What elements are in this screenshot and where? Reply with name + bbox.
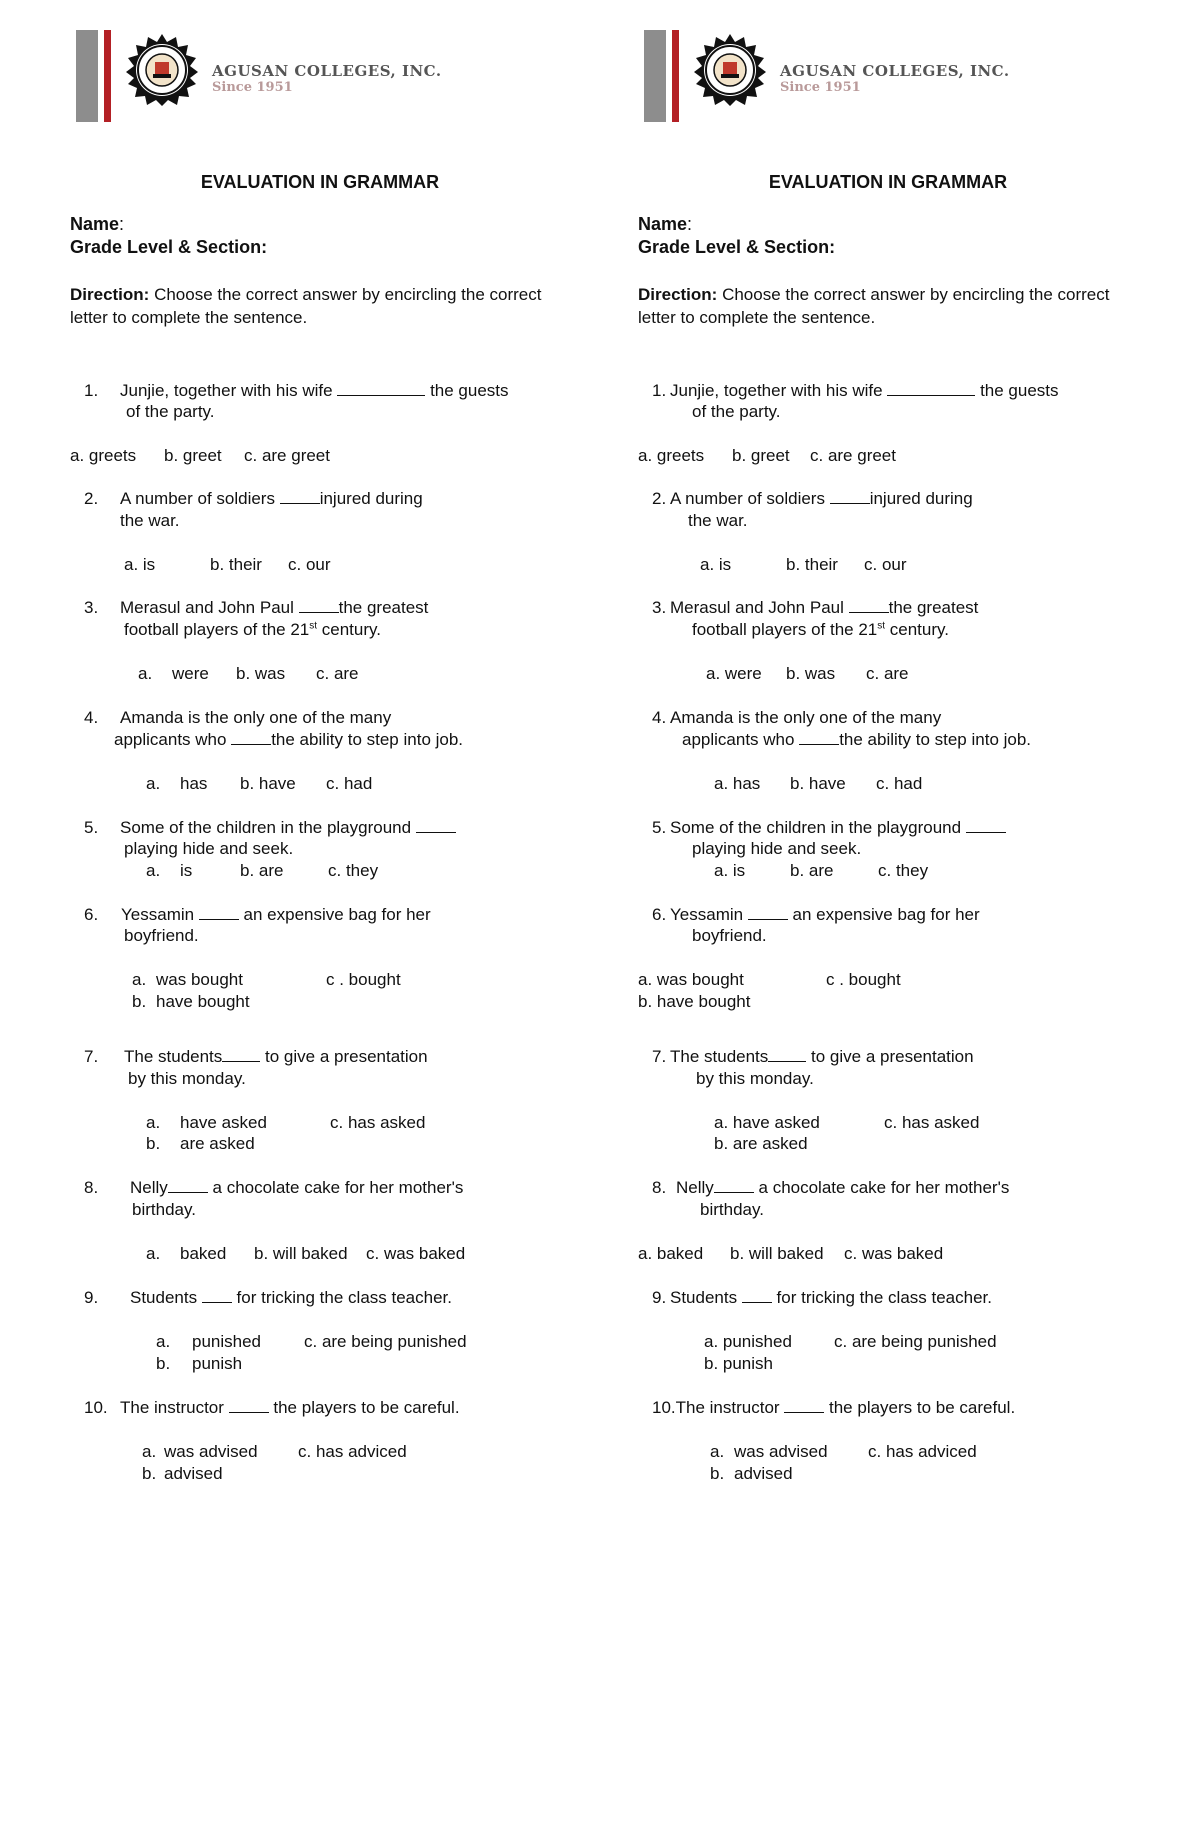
q7-option-b: b. are asked [714,1134,808,1153]
q9-option-a: a. punished [704,1332,792,1351]
q3-option-a: a. [138,664,153,683]
q3-text-line2: football players of the 21st century. [124,620,381,639]
college-seal-icon [126,34,198,106]
q9-option-c: c. are being punished [304,1332,467,1351]
college-logo [76,30,442,122]
q1-number: 1. [652,381,667,400]
college-name: AGUSAN COLLEGES, INC. [780,62,1010,80]
q4-text-line2: applicants who the ability to step into job. [682,730,1032,749]
q7-number: 7. [652,1047,667,1066]
q5-option-a: a. is [714,861,746,880]
q1-option-b: b. greet [732,446,790,465]
q2-option-c: c. our [864,555,907,574]
q1-text-line2: of the party. [692,402,781,421]
q10-option-c: c. has adviced [868,1442,977,1461]
q6-text-line2: boyfriend. [692,926,767,945]
q4-text: Amanda is the only one of the many [670,708,942,727]
q3-option-a-text: were [172,664,209,683]
q7-option-c: c. has asked [884,1113,980,1132]
q3-option-c: c. are [316,664,359,683]
q10-number: 10. [84,1398,108,1417]
q2-text: A number of soldiers injured during [670,489,973,508]
q4-text: Amanda is the only one of the many [120,708,392,727]
q3-text-line2: football players of the 21st century. [692,620,949,639]
q5-option-a-text: is [180,861,193,880]
q9-number: 9. [84,1288,99,1307]
q9-option-b-text: punish [192,1354,243,1373]
q2-number: 2. [84,489,99,508]
q1-text: Junjie, together with his wife the guests [670,381,1059,400]
grade-section-field: Grade Level & Section: [70,237,268,257]
q10-option-b: b. [710,1464,725,1483]
worksheet-right [638,0,1158,1835]
q3-text: Merasul and John Paul the greatest [670,598,979,617]
logo-red-bar [104,30,111,122]
q8-number: 8. [652,1178,667,1197]
q4-option-b: b. have [240,774,296,793]
q2-option-b: b. their [786,555,838,574]
q8-option-b: b. will baked [254,1244,348,1263]
worksheet-title: EVALUATION IN GRAMMAR [200,172,440,192]
q10-text: The instructor the players to be careful. [120,1398,460,1417]
q10-option-b: b. [142,1464,157,1483]
q9-option-a: a. [156,1332,171,1351]
q6-option-c: c . bought [326,970,401,989]
q5-number: 5. [652,818,667,837]
q9-option-c: c. are being punished [834,1332,997,1351]
q7-option-b: b. [146,1134,161,1153]
q4-option-a-text: has [180,774,208,793]
q8-option-a: a. baked [638,1244,704,1263]
q4-option-a: a. [146,774,161,793]
q3-option-a: a. were [706,664,762,683]
q1-option-c: c. are greet [244,446,330,465]
q8-text-line2: birthday. [132,1200,196,1219]
q4-option-c: c. had [876,774,923,793]
q6-number: 6. [84,905,99,924]
q1-option-a: a. greets [70,446,137,465]
q7-option-b-text: are asked [180,1134,255,1153]
q1-option-b: b. greet [164,446,222,465]
logo-gray-bar [76,30,98,122]
college-logo [644,30,1010,122]
q7-text-line2: by this monday. [696,1069,814,1088]
q3-option-b: b. was [786,664,836,683]
q3-option-c: c. are [866,664,909,683]
q1-text-line2: of the party. [126,402,215,421]
q8-option-a: a. [146,1244,161,1263]
worksheet-left [70,0,590,1835]
q4-number: 4. [652,708,667,727]
q8-option-b: b. will baked [730,1244,824,1263]
q9-option-b: b. punish [704,1354,773,1373]
q4-text-line2: applicants who the ability to step into job. [114,730,464,749]
q5-text-line2: playing hide and seek. [124,839,294,858]
q10-option-b-text: advised [164,1464,223,1483]
q7-option-c: c. has asked [330,1113,426,1132]
q8-option-c: c. was baked [844,1244,944,1263]
q6-text: Yessamin an expensive bag for her [670,905,980,924]
q5-option-c: c. they [328,861,379,880]
q6-option-a: a. [132,970,147,989]
q10-option-a: a. [142,1442,157,1461]
q6-text-line2: boyfriend. [124,926,199,945]
q2-text: A number of soldiers injured during [120,489,423,508]
q8-option-a-text: baked [180,1244,227,1263]
q3-text: Merasul and John Paul the greatest [120,598,429,617]
q10-text: 10.The instructor the players to be careful. [652,1398,1016,1417]
q6-option-a: a. was bought [638,970,744,989]
q2-text-line2: the war. [688,511,748,530]
q4-option-a: a. has [714,774,761,793]
q5-option-b: b. are [790,861,834,880]
q7-option-a: a. [146,1113,161,1132]
q10-option-a-text: was advised [164,1442,258,1461]
q9-number: 9. [652,1288,667,1307]
q3-number: 3. [652,598,667,617]
q1-option-a: a. greets [638,446,705,465]
q10-option-a: a. [710,1442,725,1461]
q2-option-a: a. is [124,555,156,574]
q4-number: 4. [84,708,99,727]
q5-text-line2: playing hide and seek. [692,839,862,858]
name-field: Name: [70,214,125,234]
q6-number: 6. [652,905,667,924]
q7-text: The students to give a presentation [124,1047,428,1066]
q10-option-a-text: was advised [734,1442,828,1461]
q3-number: 3. [84,598,99,617]
q5-number: 5. [84,818,99,837]
q6-option-b: b. have bought [638,992,751,1011]
q8-text: Nelly a chocolate cake for her mother's [130,1178,464,1197]
q9-text: Students for tricking the class teacher. [670,1288,992,1307]
q7-option-a-text: have asked [180,1113,267,1132]
q2-option-a: a. is [700,555,732,574]
q9-option-b: b. [156,1354,171,1373]
q6-option-b: b. [132,992,147,1011]
q10-option-b-text: advised [734,1464,793,1483]
q9-text: Students for tricking the class teacher. [130,1288,452,1307]
q7-option-a: a. have asked [714,1113,820,1132]
q5-option-a: a. [146,861,161,880]
q2-number: 2. [652,489,667,508]
college-since: Since 1951 [780,80,861,95]
worksheet-title: EVALUATION IN GRAMMAR [768,172,1008,192]
logo-red-bar [672,30,679,122]
q4-option-b: b. have [790,774,846,793]
q6-option-a-text: was bought [156,970,243,989]
q6-option-b-text: have bought [156,992,250,1011]
q2-text-line2: the war. [120,511,180,530]
grade-section-field: Grade Level & Section: [638,237,836,257]
q10-option-c: c. has adviced [298,1442,407,1461]
q8-number: 8. [84,1178,99,1197]
q7-text-line2: by this monday. [128,1069,246,1088]
q6-option-c: c . bought [826,970,901,989]
q7-text: The students to give a presentation [670,1047,974,1066]
q9-option-a-text: punished [192,1332,262,1351]
q4-option-c: c. had [326,774,373,793]
q6-text: Yessamin an expensive bag for her [121,905,431,924]
name-field: Name: [638,214,693,234]
q3-option-b: b. was [236,664,286,683]
q1-number: 1. [84,381,99,400]
direction-text: Direction: Choose the correct answer by encircling the correct letter to complete the sentence. [638,285,1110,327]
q8-text: Nelly a chocolate cake for her mother's [676,1178,1010,1197]
q1-text: Junjie, together with his wife the guests [120,381,509,400]
q7-number: 7. [84,1047,99,1066]
q8-option-c: c. was baked [366,1244,466,1263]
q2-option-b: b. their [210,555,262,574]
logo-gray-bar [644,30,666,122]
direction-text: Direction: Choose the correct answer by encircling the correct letter to complete the sentence. [70,285,542,327]
college-name: AGUSAN COLLEGES, INC. [212,62,442,80]
q5-text: Some of the children in the playground [120,817,456,839]
q5-option-c: c. they [878,861,929,880]
q5-option-b: b. are [240,861,284,880]
q2-option-c: c. our [288,555,331,574]
college-since: Since 1951 [212,80,293,95]
q1-option-c: c. are greet [810,446,896,465]
college-seal-icon [694,34,766,106]
q8-text-line2: birthday. [700,1200,764,1219]
q5-text: Some of the children in the playground [670,817,1006,839]
